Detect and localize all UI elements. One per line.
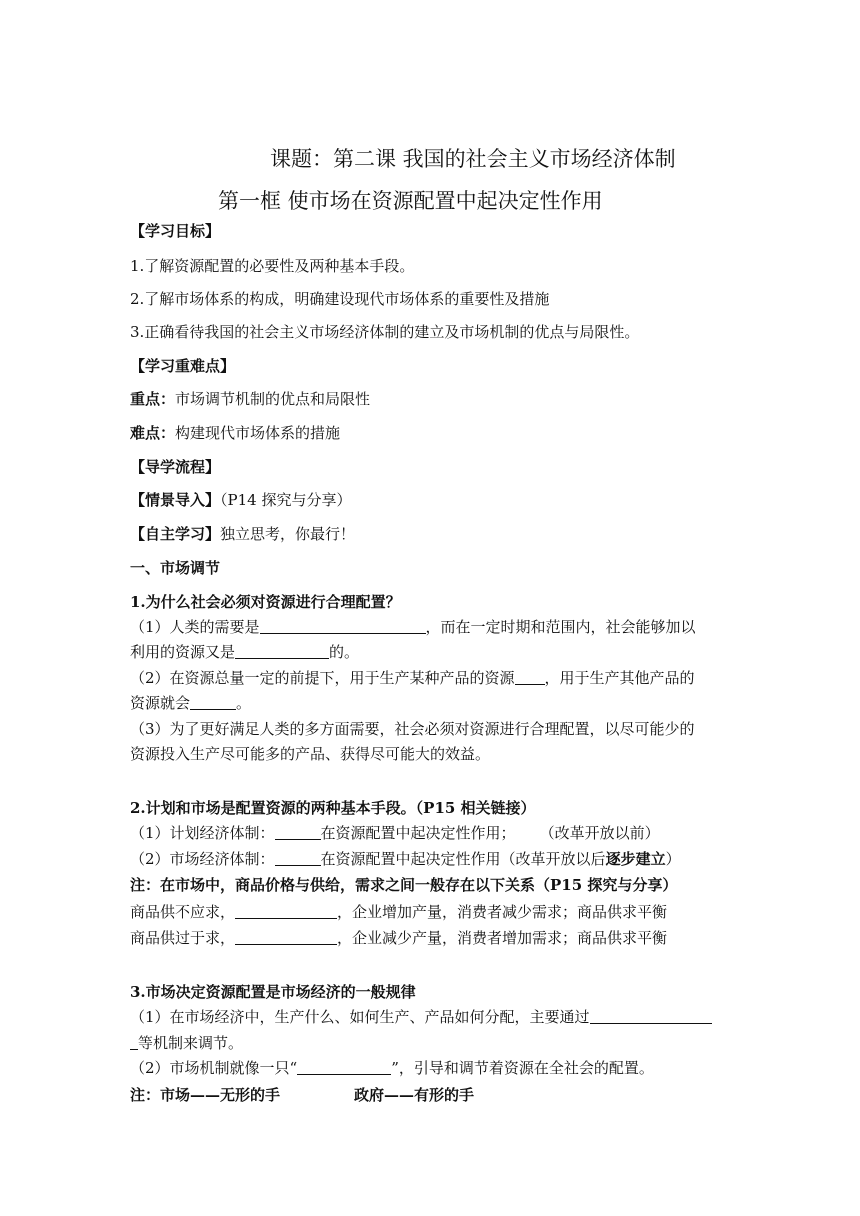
key-point: [130, 389, 370, 409]
q3-note-government: 政府——有形的手: [354, 1086, 475, 1104]
q1-p2-line1: [130, 668, 695, 688]
q2-r1-text-a: 商品供不应求，: [130, 903, 236, 921]
blank-human-needs: [260, 617, 426, 634]
q2-r2-text-b: ，企业减少产量，消费者增加需求；商品供求平衡: [337, 929, 668, 947]
blank-invisible-hand: [297, 1058, 391, 1075]
page-subtitle: 第一框 使市场在资源配置中起决定性作用: [218, 189, 603, 213]
blank-mechanisms-cont: [130, 1033, 138, 1050]
self-study-line: [130, 524, 355, 544]
intro-line: [130, 490, 351, 510]
flow-heading: 【导学流程】: [130, 458, 221, 476]
q2-note: 注：在市场中，商品价格与供给，需求之间一般存在以下关系（P15 探究与分享）: [130, 876, 678, 894]
q1-title: 1.为什么社会必须对资源进行合理配置？: [130, 593, 401, 611]
q3-p1-text-a: （1）在市场经济中，生产什么、如何生产、产品如何分配，主要通过: [130, 1008, 590, 1026]
q2-p1-text-a: （1）计划经济体制：: [130, 824, 275, 842]
blank-plan-subject: [275, 823, 321, 840]
q2-p1-text-b: 在资源配置中起决定性作用；: [320, 824, 516, 842]
q1-p2-text-a: （2）在资源总量一定的前提下，用于生产某种产品的资源: [130, 669, 515, 687]
q1-p1-text-d: 的。: [329, 643, 360, 661]
hard-point-label: 难点：: [130, 424, 176, 442]
self-study-text: 独立思考，你最行！: [220, 525, 356, 543]
q1-p2-text-d: 。: [236, 694, 252, 712]
blank-market-subject: [275, 849, 321, 866]
key-point-text: 市场调节机制的优点和局限性: [175, 390, 371, 408]
intro-text: （P14 探究与分享）: [220, 491, 352, 509]
q2-p2: [130, 849, 681, 869]
q1-p3-line1: （3）为了更好满足人类的多方面需要，社会必须对资源进行合理配置，以尽可能少的: [130, 720, 695, 738]
q3-p2: [130, 1058, 654, 1078]
key-point-label: 重点：: [130, 390, 176, 408]
objective-item-1: 1.了解资源配置的必要性及两种基本手段。: [130, 257, 415, 275]
q2-p2-text-a: （2）市场经济体制：: [130, 850, 275, 868]
q3-note-market: 注：市场——无形的手: [130, 1086, 281, 1104]
hard-point-text: 构建现代市场体系的措施: [175, 424, 341, 442]
objective-item-2: 2.了解市场体系的构成，明确建设现代市场体系的重要性及措施: [130, 290, 550, 308]
blank-resource-less: [190, 693, 236, 710]
q1-p2-text-b: ，用于生产其他产品的: [544, 669, 695, 687]
q1-p2-text-c: 资源就会: [130, 694, 191, 712]
q2-title: 2.计划和市场是配置资源的两种基本手段。（P15 相关链接）: [130, 799, 536, 817]
q3-p2-text-a: （2）市场机制就像一只“: [130, 1059, 298, 1077]
q3-p1-line1: [130, 1007, 712, 1027]
q1-p3-line2: 资源投入生产尽可能多的产品、获得尽可能大的效益。: [130, 745, 491, 763]
q2-r1-text-b: ，企业增加产量，消费者减少需求；商品供求平衡: [337, 903, 668, 921]
intro-label: 【情景导入】: [130, 491, 221, 509]
q2-p1-text-c: （改革开放以前）: [539, 824, 660, 842]
q1-p2-line2: [130, 693, 251, 713]
blank-price-rise: [235, 902, 337, 919]
blank-price-fall: [235, 928, 337, 945]
q1-p1-line2: [130, 642, 359, 662]
q2-p2-text-d: ）: [665, 850, 681, 868]
q2-relation-2: [130, 928, 667, 948]
q3-title: 3.市场决定资源配置是市场经济的一般规律: [130, 983, 416, 1001]
q2-p2-text-b: 在资源配置中起决定性作用（改革开放以后: [320, 850, 606, 868]
q1-p1-text-a: （1）人类的需要是: [130, 618, 260, 636]
blank-resource-more: [515, 668, 545, 685]
q1-p1-line1: [130, 617, 696, 637]
q3-p1-line2: [130, 1033, 243, 1053]
hard-point: [130, 423, 340, 443]
self-study-label: 【自主学习】: [130, 525, 221, 543]
blank-resource-limit: [235, 642, 329, 659]
objectives-heading: 【学习目标】: [130, 222, 221, 240]
q3-p2-text-b: ”，引导和调节着资源在全社会的配置。: [391, 1059, 654, 1077]
keypoints-heading: 【学习重难点】: [130, 357, 236, 375]
q3-note: [130, 1085, 474, 1105]
q3-p1-text-b: 等机制来调节。: [138, 1034, 244, 1052]
q1-p1-text-c: 利用的资源又是: [130, 643, 236, 661]
objective-item-3: 3.正确看待我国的社会主义市场经济体制的建立及市场机制的优点与局限性。: [130, 323, 640, 341]
q2-relation-1: [130, 902, 667, 922]
q2-r2-text-a: 商品供过于求，: [130, 929, 236, 947]
blank-mechanisms: [590, 1007, 712, 1024]
q1-p1-text-b: ，而在一定时期和范围内，社会能够加以: [425, 618, 696, 636]
q2-p1: [130, 823, 660, 843]
q2-p2-text-c: 逐步建立: [605, 850, 666, 868]
section1-heading: 一、市场调节: [130, 559, 221, 577]
page-title: 课题：第二课 我国的社会主义市场经济体制: [270, 147, 676, 171]
